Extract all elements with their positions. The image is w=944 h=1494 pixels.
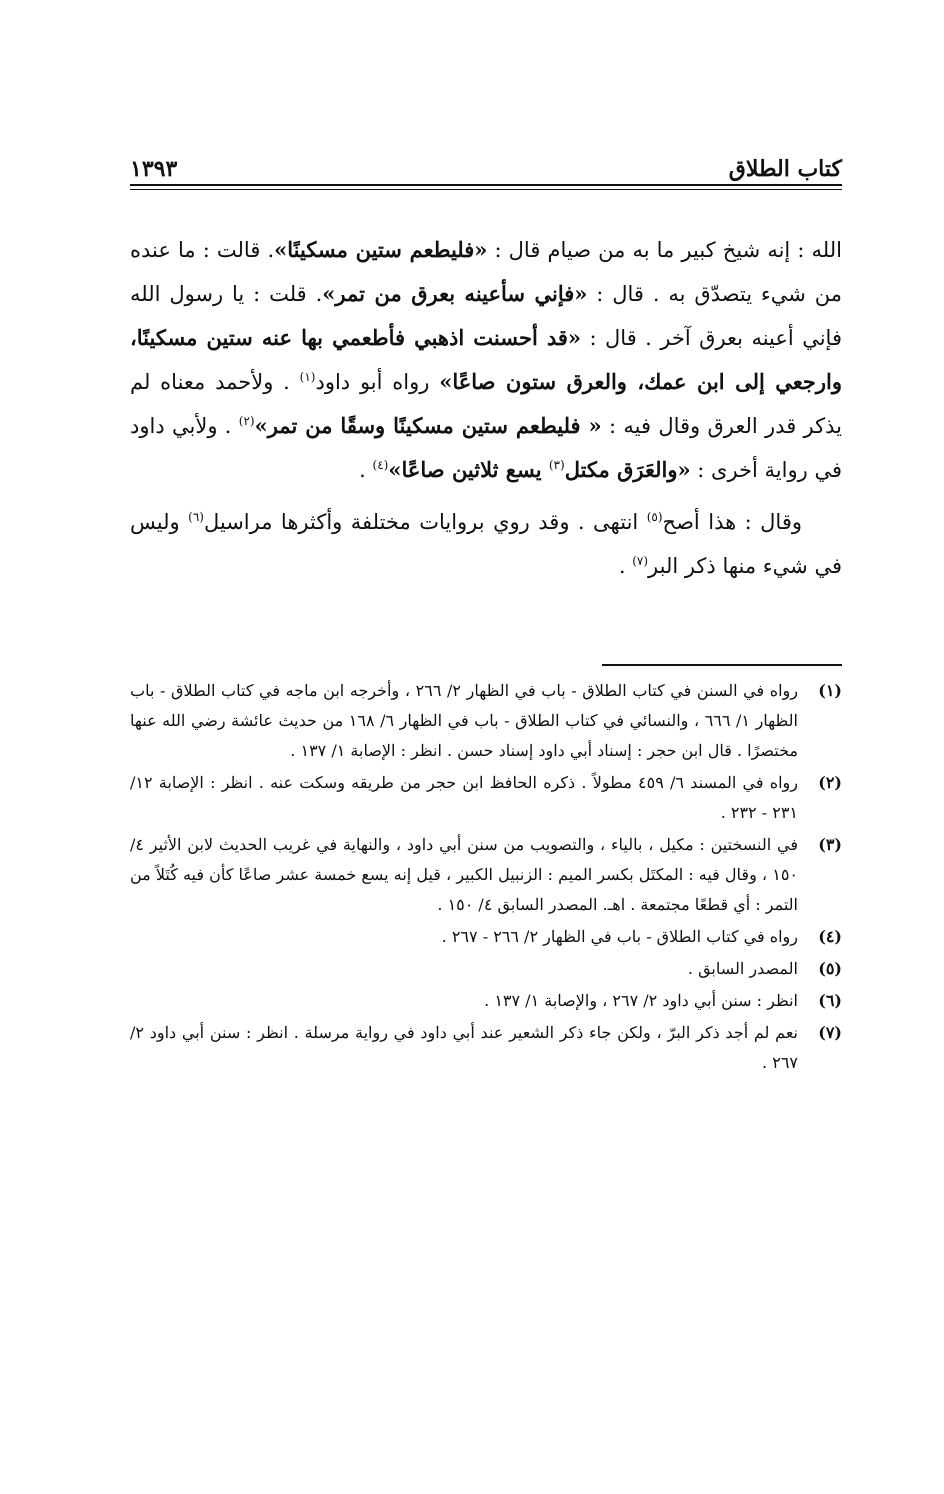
footnote-number: (١)	[818, 681, 842, 700]
paragraph-1	[130, 228, 842, 492]
text-segment: . ولأبي داود في رواية أخرى :	[130, 414, 842, 482]
footnote-ref: (٣)	[548, 458, 565, 472]
text-segment: . ولأحمد معناه لم يذكر قدر العرق وقال فيه :	[130, 370, 842, 438]
hadith-quote: «فإني سأعينه بعرق من تمر»	[322, 281, 588, 306]
footnote-item	[130, 986, 842, 1016]
page-number: ١٣٩٣	[130, 156, 178, 182]
footnote-text: رواه في كتاب الطلاق - باب في الظهار ٢/ ٢٦٦ - ٢٦٧ .	[441, 927, 798, 946]
footnote-ref: (٦)	[188, 510, 204, 524]
hadith-quote: «فليطعم ستين مسكينًا»	[274, 237, 488, 262]
footnote-ref: (٧)	[632, 554, 649, 568]
header-rule	[130, 184, 842, 186]
text-segment: .	[359, 458, 373, 482]
footnote-ref: (٥)	[646, 510, 663, 524]
footnote-text: انظر : سنن أبي داود ٢/ ٢٦٧ ، والإصابة ١/ ١٣٧ .	[484, 991, 798, 1010]
text-segment: وقال : هذا أصح	[662, 510, 802, 534]
footnote-text: رواه في السنن في كتاب الطلاق - باب في الظهار ٢/ ٢٦٦ ، وأخرجه ابن ماجه في كتاب الطلاق - باب الظهار ١/ ٦٦٦ ، والنسائي في كتاب الطلاق - باب في الظهار ٦/ ١٦٨ من حديث عائشة رضي الله عنها مختصرًا . قال ابن حجر : إسناد أبي داود إسناد حسن . انظر : الإصابة ١/ ١٣٧ .	[130, 681, 799, 760]
text-segment: . قالت : ما عنده من شيء يتصدّق به . قال :	[130, 238, 842, 306]
footnote-text: في النسختين : مكيل ، بالياء ، والتصويب من سنن أبي داود ، والنهاية في غريب الحديث لابن الأثير ٤/ ١٥٠ ، وقال فيه : المكتَل بكسر الميم : الزنبيل الكبير ، قيل إنه يسع خمسة عشر صاعًا كأن فيه كُتَلاً من التمر : أي قطعًا مجتمعة . اهـ. المصدر السابق ٤/ ١٥٠ .	[130, 835, 798, 914]
hadith-quote: « فليطعم ستين مسكينًا وسقًا من تمر»	[254, 413, 602, 438]
footnotes	[130, 676, 842, 1080]
footnote-text: المصدر السابق .	[687, 959, 798, 978]
footnote-item	[130, 954, 842, 984]
chapter-title: كتاب الطلاق	[728, 156, 842, 182]
hadith-quote: «والعَرَق مكتل	[564, 457, 691, 482]
footnote-separator	[602, 664, 842, 666]
footnote-number: (٧)	[818, 1023, 842, 1042]
footnote-ref: (٢)	[238, 414, 255, 428]
header-rule-thin	[130, 189, 842, 190]
footnote-number: (٢)	[818, 773, 842, 792]
footnote-number: (٣)	[818, 835, 842, 854]
footnote-item	[130, 1018, 842, 1078]
footnote-number: (٥)	[818, 959, 842, 978]
footnote-text: نعم لم أجد ذكر البرّ ، ولكن جاء ذكر الشعير عند أبي داود في رواية مرسلة . انظر : سنن أبي داود ٢/ ٢٦٧ .	[130, 1023, 798, 1072]
paragraph-2	[130, 500, 842, 588]
footnote-item	[130, 676, 842, 766]
text-segment: . قلت : يا رسول الله فإني أعينه بعرق آخر . قال :	[130, 282, 842, 350]
footnote-ref: (١)	[299, 370, 316, 384]
text-segment: .	[618, 554, 633, 578]
main-text	[130, 228, 842, 588]
hadith-quote: يسع ثلاثين صاعًا»	[388, 457, 549, 482]
text-segment: الله : إنه شيخ كبير ما به من صيام قال :	[487, 238, 842, 262]
text-segment: رواه أبو داود	[315, 370, 440, 394]
footnote-item	[130, 768, 842, 828]
hadith-quote: «قد أحسنت اذهبي فأطعمي بها عنه ستين مسكينًا، وارجعي إلى ابن عمك، والعرق ستون صاعًا»	[130, 325, 842, 394]
text-segment: وليس في شيء منها ذكر البر	[130, 510, 842, 578]
footnote-ref: (٤)	[372, 458, 389, 472]
footnote-item	[130, 830, 842, 920]
footnote-number: (٤)	[818, 927, 842, 946]
page-header	[130, 146, 842, 182]
footnote-number: (٦)	[818, 991, 842, 1010]
footnote-text: رواه في المسند ٦/ ٤٥٩ مطولاً . ذكره الحافظ ابن حجر من طريقه وسكت عنه . انظر : الإصابة ١٢/ ٢٣١ - ٢٣٢ .	[130, 773, 799, 822]
text-segment: انتهى . وقد روي بروايات مختلفة وأكثرها مراسيل	[203, 510, 647, 534]
footnote-item	[130, 922, 842, 952]
